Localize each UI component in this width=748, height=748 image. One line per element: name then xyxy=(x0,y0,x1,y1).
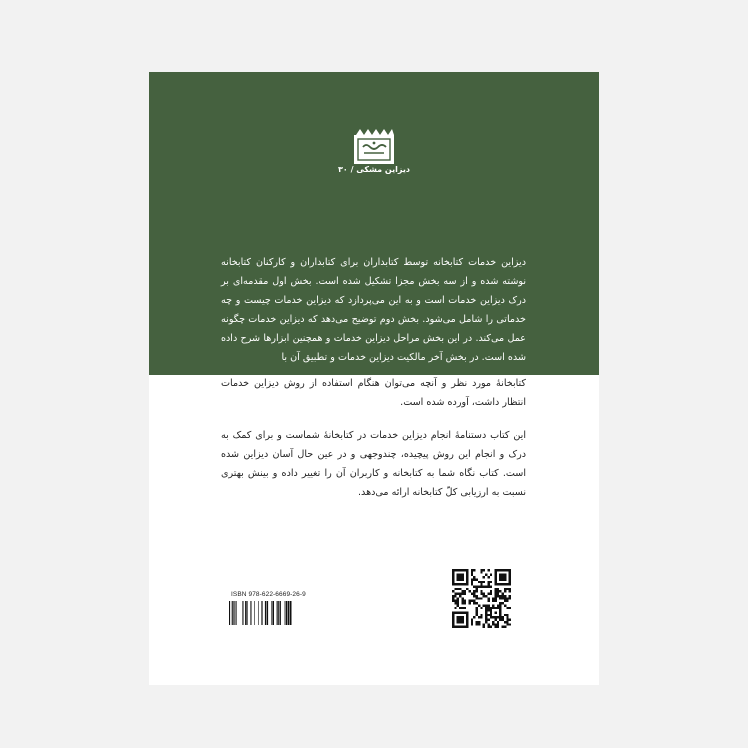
series-label: دیزاین مشکی / ۳۰ xyxy=(338,165,410,174)
publisher-logo-icon xyxy=(352,126,396,166)
qr-code-icon xyxy=(452,569,511,628)
book-back-cover xyxy=(149,72,599,685)
barcode-icon xyxy=(229,601,295,625)
description-paragraph-3: این کتاب دستنامهٔ انجام دیزاین خدمات در کتابخانهٔ شماست و برای کمک به درک و انجام این روش پیچیده، چندوجهی و در عین حال آسان دیزاین شده است. کتاب نگاه شما به کتابخانه و کاربران آن را تغییر داده و بینش بهتری نسبت به ارزیابی کلّ کتابخانه ارائه می‌دهد. xyxy=(221,430,526,498)
description-paragraph-2: کتابخانهٔ مورد نظر و آنچه می‌توان هنگام استفاده از روش دیزاین خدمات انتظار داشت، آورده شده است. xyxy=(221,378,526,408)
isbn-text: ISBN 978-622-6669-26-9 xyxy=(231,591,306,598)
green-panel xyxy=(149,72,599,375)
description-paragraph-1: دیزاین خدمات کتابخانه توسط کتابداران برای کتابداران و کارکنان کتابخانه نوشته شده و از سه بخش مجزا تشکیل شده است. بخش اول مقدمه‌ای بر درک دیزاین خدمات است و به این می‌پردازد که دیزاین خدمات چیست و چه خدماتی را شامل می‌شود. بخش دوم توضیح می‌دهد که دیزاین خدمات چگونه عمل می‌کند. در این بخش مراحل دیزاین خدمات و همچنین ابزارها شرح داده شده است. در بخش آخر مالکیت دیزاین خدمات و تطبیق آن با xyxy=(221,257,526,363)
